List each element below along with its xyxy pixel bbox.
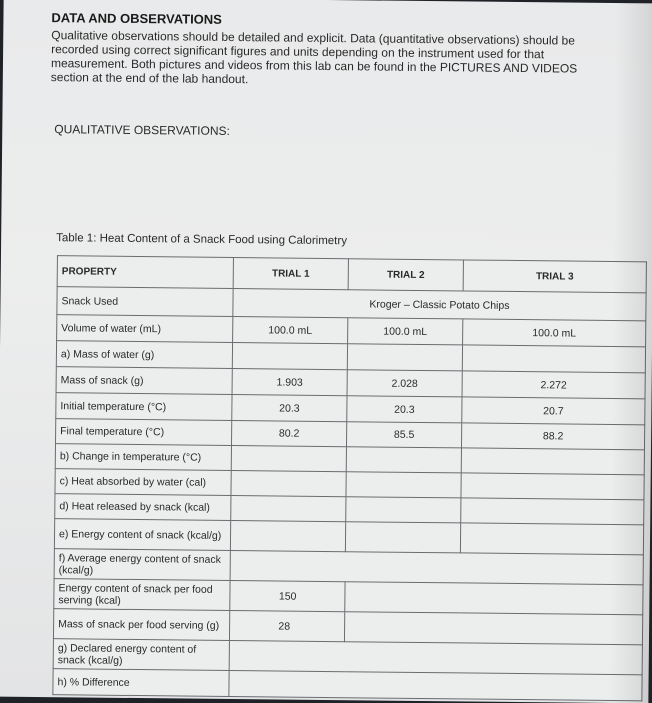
cell-value[interactable]	[230, 551, 643, 585]
row-label: Snack Used	[57, 287, 233, 317]
row-label: e) Energy content of snack (kcal/g)	[54, 519, 230, 551]
row-label: Energy content of snack per food serving (kcal)	[54, 579, 230, 611]
cell-trial-2[interactable]	[346, 472, 461, 498]
row-label: Volume of water (mL)	[57, 315, 233, 343]
header-trial-2: TRIAL 2	[348, 259, 463, 291]
cell-trial-2[interactable]: 20.3	[347, 396, 462, 423]
table-row	[53, 669, 642, 701]
cell-trial-1[interactable]: 20.3	[232, 395, 347, 422]
row-label: Final temperature (°C)	[56, 419, 232, 446]
row-label: h) % Difference	[53, 669, 229, 697]
cell-trial-1[interactable]	[231, 471, 346, 497]
cell-trial-2[interactable]	[346, 497, 461, 523]
row-label: Mass of snack per food serving (g)	[53, 609, 229, 641]
row-label: Mass of snack (g)	[56, 367, 232, 395]
calorimetry-table	[52, 255, 647, 701]
cell-trial-3[interactable]	[461, 473, 644, 500]
qualitative-observations-label: QUALITATIVE OBSERVATIONS:	[54, 122, 230, 138]
cell-trial-2[interactable]: 100.0 mL	[348, 318, 463, 345]
cell-trial-1[interactable]: 100.0 mL	[233, 317, 348, 344]
cell-trial-3[interactable]: 20.7	[462, 397, 645, 425]
blank-cell	[344, 612, 642, 645]
cell-trial-1[interactable]: 80.2	[231, 421, 346, 447]
cell-value[interactable]: 150	[230, 581, 345, 612]
header-trial-1: TRIAL 1	[233, 258, 348, 290]
cell-trial-1[interactable]	[230, 521, 345, 552]
header-trial-3: TRIAL 3	[463, 260, 646, 293]
cell-trial-1[interactable]	[231, 446, 346, 472]
section-heading: DATA AND OBSERVATIONS	[51, 10, 222, 27]
cell-trial-3[interactable]	[461, 448, 644, 475]
cell-trial-2[interactable]	[347, 344, 462, 371]
cell-trial-3[interactable]: 100.0 mL	[463, 319, 646, 347]
cell-trial-1[interactable]	[231, 496, 346, 522]
row-label: g) Declared energy content of snack (kcal/g)	[53, 639, 229, 671]
row-label: d) Heat released by snack (kcal)	[55, 494, 231, 521]
intro-paragraph: Qualitative observations should be detailed and explicit. Data (quantitative observations) should be recorded using correct significant figures and units depending on the instrument used for that measurement. Both pictures and videos from this lab can be found in the PICTURES AND VIDEOS section at the end of the lab handout.	[50, 28, 578, 87]
row-label: Initial temperature (°C)	[56, 393, 232, 421]
row-label: f) Average energy content of snack (kcal/g)	[54, 549, 230, 581]
cell-value[interactable]	[229, 671, 642, 701]
cell-value[interactable]: 28	[229, 611, 344, 642]
cell-trial-3[interactable]	[462, 345, 645, 373]
cell-value[interactable]	[229, 641, 642, 675]
row-label: b) Change in temperature (°C)	[55, 444, 231, 471]
cell-trial-3[interactable]: 2.272	[462, 371, 645, 399]
row-label: a) Mass of water (g)	[56, 341, 232, 369]
row-label: c) Heat absorbed by water (cal)	[55, 469, 231, 496]
table-caption: Table 1: Heat Content of a Snack Food using Calorimetry	[56, 232, 348, 248]
cell-trial-3[interactable]	[461, 498, 644, 525]
cell-trial-3[interactable]	[460, 523, 643, 555]
blank-cell	[345, 582, 643, 615]
cell-trial-2[interactable]: 85.5	[346, 422, 461, 448]
snack-used-value[interactable]: Kroger – Classic Potato Chips	[233, 289, 646, 321]
cell-trial-3[interactable]: 88.2	[461, 423, 644, 450]
cell-trial-2[interactable]	[346, 447, 461, 473]
cell-trial-1[interactable]	[232, 343, 347, 370]
cell-trial-2[interactable]: 2.028	[347, 370, 462, 397]
cell-trial-2[interactable]	[345, 522, 460, 553]
cell-trial-1[interactable]: 1.903	[232, 369, 347, 396]
header-property: PROPERTY	[57, 256, 233, 289]
